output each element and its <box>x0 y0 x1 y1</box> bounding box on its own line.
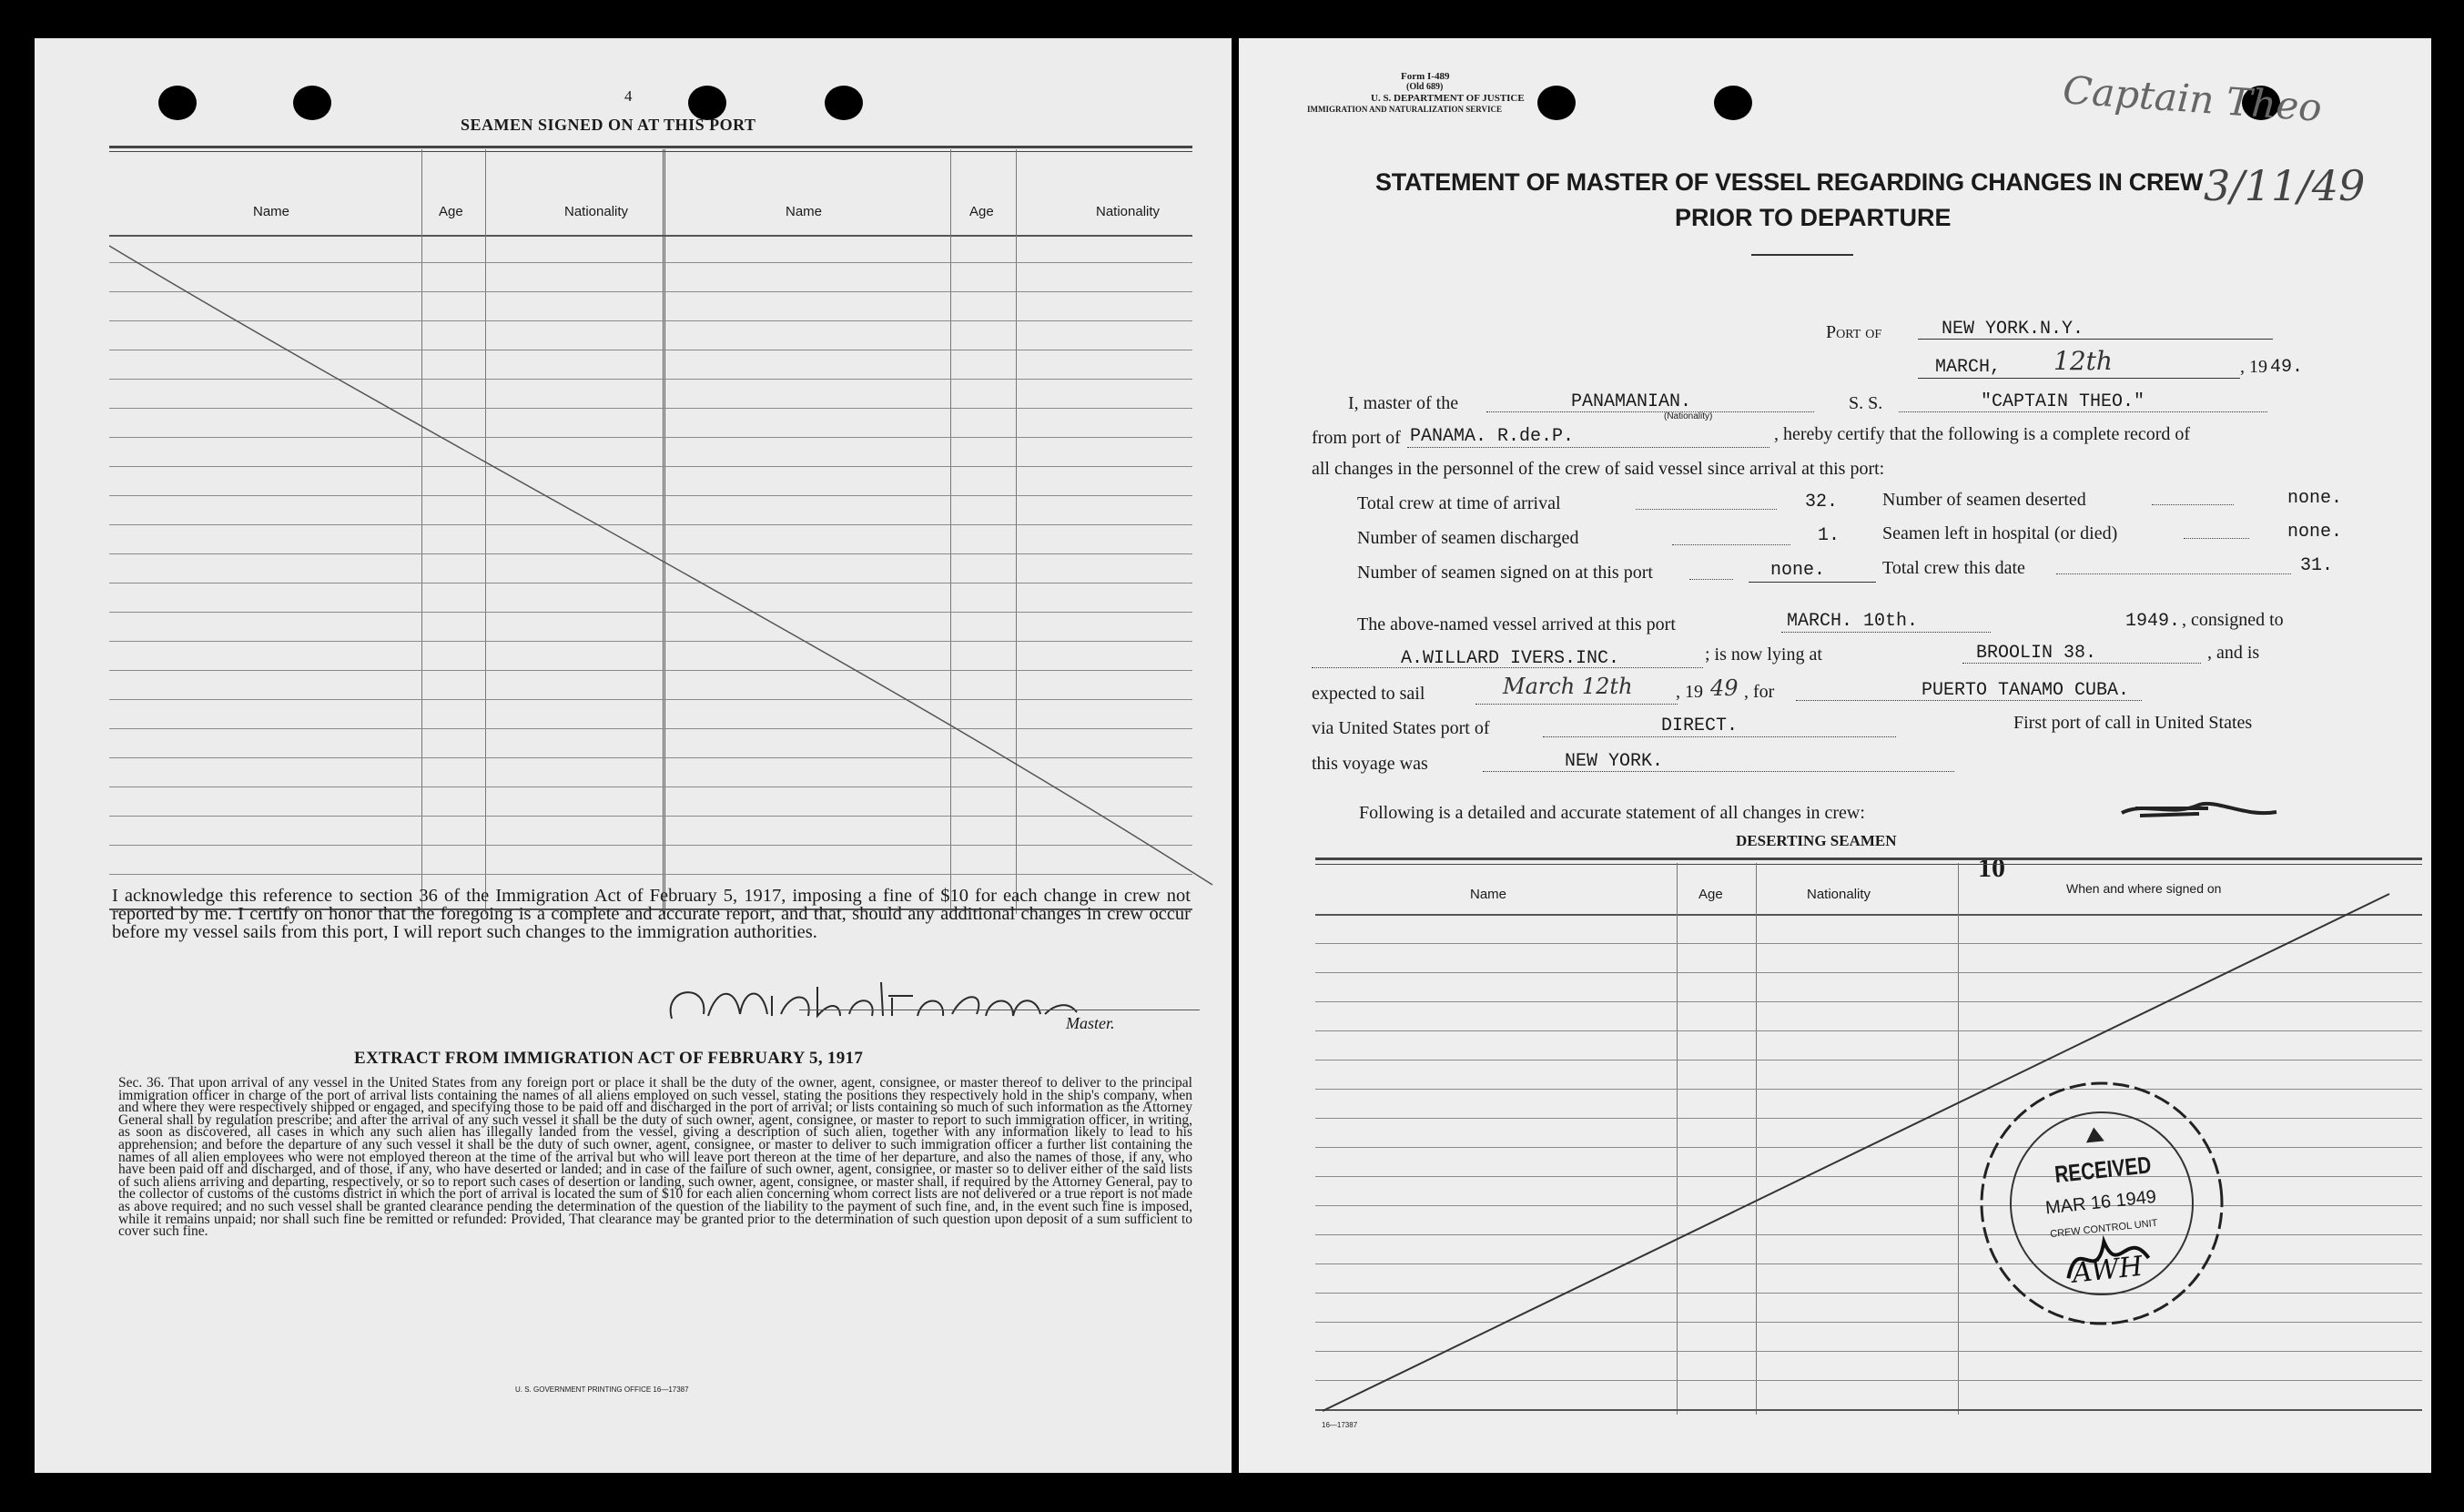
consigned-label: , consigned to <box>2182 610 2284 630</box>
deserted-value: none. <box>2287 488 2343 509</box>
arrived-year: 1949. <box>2125 611 2181 632</box>
all-changes-text: all changes in the personnel of the crew of said vessel since arrival at this port: <box>1312 459 1885 479</box>
extract-text: Sec. 36. That upon arrival of any vessel in the United States from any foreign port or place it shall be the duty of the owner, agent, consignee, or master thereof to deliver to the principal immigration officer in charge of the port of arrival lists containing the names of all aliens employed on such vessel, stating the positions they respectively hold in the ship's company, when and where they were respectively shipped or engaged, and specifying those to be paid off and discharged in the port of arrival; or lists containing so much of such information as the Attorney General shall by regulation prescribe; and after the arrival of any such vessel it shall be the duty of such owner, agent, consignee, or master to report to such immigration officer, in writing, as soon as discovered, all cases in which any such alien has illegally landed from the vessel, giving a description of such alien, together with any information likely to lead to his apprehension; and before the departure of any such vessel it shall be the duty of such owner, agent, consignee, or master to deliver to such immigration officer a further list containing the names of all alien employees who were not employed thereon at the time of the arrival but who will leave port thereon at the time of her departure, and also the names of those, if any, who have been paid off and discharged, and of those, if any, who have deserted or landed; and in case of the failure of such owner, agent, consignee, or master so to deliver either of the said lists of such aliens arriving and departing, respectively, or so to report such cases of desertion or landing, such owner, agent, consignee, or master shall, if required by the Attorney General, pay to the collector of customs of the customs district in which the port of arrival is located the sum of $10 for each alien concerning whom correct lists are not delivered or a true report is not made as above required; and no such vessel shall be granted clearance pending the determination of the question of the liability to the payment of such fine, and, in the event such fine is imposed, while it remains unpaid; nor shall such fine be remitted or refunded: Provided, That clearance may be granted prior to the determination of such question upon deposit of a sum sufficient to cover such fine. <box>118 1075 1192 1240</box>
voyage-value: NEW YORK. <box>1565 751 1664 772</box>
col-header-nationality: Nationality <box>1807 887 1871 902</box>
col-header-nationality: Nationality <box>564 204 629 219</box>
cancel-line <box>109 146 1215 915</box>
certify-text: , hereby certify that the following is a complete record of <box>1774 424 2191 444</box>
total-this-date-label: Total crew this date <box>1882 558 2025 578</box>
nationality-caption: (Nationality) <box>1664 411 1713 421</box>
date-year-prefix: , 19 <box>2240 357 2267 377</box>
punch-hole <box>1537 86 1576 120</box>
punch-hole <box>825 86 863 120</box>
date-year: 49. <box>2270 357 2304 378</box>
form-title-line2: PRIOR TO DEPARTURE <box>1675 204 1952 231</box>
following-text: Following is a detailed and accurate statement of all changes in crew: <box>1359 803 1865 823</box>
discharged-label: Number of seamen discharged <box>1357 528 1579 548</box>
page-number: 4 <box>624 87 633 105</box>
date-month: MARCH, <box>1935 357 2002 378</box>
form-number: Form I-489 <box>1401 71 1450 82</box>
expected-date: March 12th <box>1503 674 1633 699</box>
expected-year: 49 <box>1710 675 1739 701</box>
hospital-value: none. <box>2287 522 2343 543</box>
via-label: via United States port of <box>1312 718 1490 738</box>
stamp-received: RECEIVED <box>2053 1151 2153 1189</box>
signature-label: Master. <box>1066 1014 1115 1032</box>
ship-name: "CAPTAIN THEO." <box>1981 391 2145 412</box>
date-day: 12th <box>2053 346 2113 376</box>
deserted-label: Number of seamen deserted <box>1882 490 2086 510</box>
from-port-label: from port of <box>1312 428 1401 448</box>
consignee: A.WILLARD IVERS.INC. <box>1401 648 1620 669</box>
cancel-line <box>1315 857 2431 1415</box>
and-is: , and is <box>2207 643 2260 663</box>
for-label: , for <box>1744 682 1775 702</box>
master-signature <box>654 969 1090 1041</box>
form-title-line1: STATEMENT OF MASTER OF VESSEL REGARDING CHANGES IN CREW <box>1375 168 2204 196</box>
stamp-initials: AWH <box>2071 1250 2145 1290</box>
form-old: (Old 689) <box>1406 82 1444 92</box>
printer-line: U. S. GOVERNMENT PRINTING OFFICE 16—17387 <box>515 1385 689 1394</box>
total-arrival-label: Total crew at time of arrival <box>1357 493 1561 513</box>
left-page <box>35 38 1232 1473</box>
lying-value: BROOLIN 38. <box>1976 643 2097 664</box>
deserting-title: DESERTING SEAMEN <box>1736 832 1897 849</box>
col-header-age: Age <box>1698 887 1723 902</box>
master-label: I, master of the <box>1348 393 1459 413</box>
stamp-date: MAR 16 1949 <box>2044 1186 2158 1219</box>
via-value: DIRECT. <box>1661 715 1739 736</box>
punch-hole <box>1714 86 1752 120</box>
received-stamp <box>1962 1063 2242 1344</box>
arrived-date: MARCH. 10th. <box>1787 611 1919 632</box>
voyage-label: this voyage was <box>1312 754 1428 774</box>
nationality-value: PANAMANIAN. <box>1571 391 1692 412</box>
hospital-label: Seamen left in hospital (or died) <box>1882 523 2118 543</box>
lying-label: ; is now lying at <box>1705 644 1822 665</box>
col-header-signed-on: When and where signed on <box>2066 881 2222 896</box>
port-label: Port of <box>1826 322 1882 342</box>
discharged-value: 1. <box>1818 525 1840 546</box>
department: U. S. DEPARTMENT OF JUSTICE <box>1371 93 1525 104</box>
col-header-age-2: Age <box>969 204 994 219</box>
col-header-name-2: Name <box>786 204 823 219</box>
scribble-mark <box>2117 790 2281 827</box>
punch-hole <box>158 86 197 120</box>
footer-code: 16—17387 <box>1322 1421 1358 1429</box>
handwritten-number: 10 <box>1978 853 2005 883</box>
deserting-table <box>1315 857 2431 1415</box>
signed-on-value: none. <box>1770 560 1826 581</box>
arrived-label: The above-named vessel arrived at this port <box>1357 614 1676 634</box>
col-header-nationality-2: Nationality <box>1096 204 1161 219</box>
punch-hole <box>293 86 331 120</box>
expected-label: expected to sail <box>1312 684 1425 704</box>
signed-on-label: Number of seamen signed on at this port <box>1357 563 1653 583</box>
port-value: NEW YORK.N.Y. <box>1942 319 2084 340</box>
signed-on-table <box>109 146 1192 915</box>
first-port-label: First port of call in United States <box>2013 713 2253 733</box>
col-header-name: Name <box>1470 887 1507 902</box>
col-header-age: Age <box>439 204 463 219</box>
total-arrival-value: 32. <box>1805 492 1839 512</box>
col-header-name: Name <box>253 204 290 219</box>
service: IMMIGRATION AND NATURALIZATION SERVICE <box>1307 105 1502 114</box>
from-port-value: PANAMA. R.de.P. <box>1410 426 1575 447</box>
total-this-date-value: 31. <box>2300 555 2334 576</box>
handwritten-date: 3/11/49 <box>2204 161 2366 210</box>
ss-label: S. S. <box>1849 393 1883 413</box>
section-title: SEAMEN SIGNED ON AT THIS PORT <box>461 116 756 134</box>
destination: PUERTO TANAMO CUBA. <box>1922 680 2130 701</box>
right-page <box>1239 38 2431 1473</box>
extract-title: EXTRACT FROM IMMIGRATION ACT OF FEBRUARY 5, 1917 <box>354 1049 864 1068</box>
expected-year-prefix: , 19 <box>1676 682 1703 702</box>
acknowledgment-text: I acknowledge this reference to section 36 of the Immigration Act of February 5, 1917, imposing a fine of $10 for each change in crew not reported by me. I certify on honor that the foregoing is a complete and accurate report, and that, should any additional changes in crew occur before my vessel sails from this port, I will report such changes to the immigration authorities. <box>112 886 1191 942</box>
handwritten-ship-name: Captain Theo <box>2061 67 2324 130</box>
stamp-unit: CREW CONTROL UNIT <box>2049 1217 2158 1241</box>
